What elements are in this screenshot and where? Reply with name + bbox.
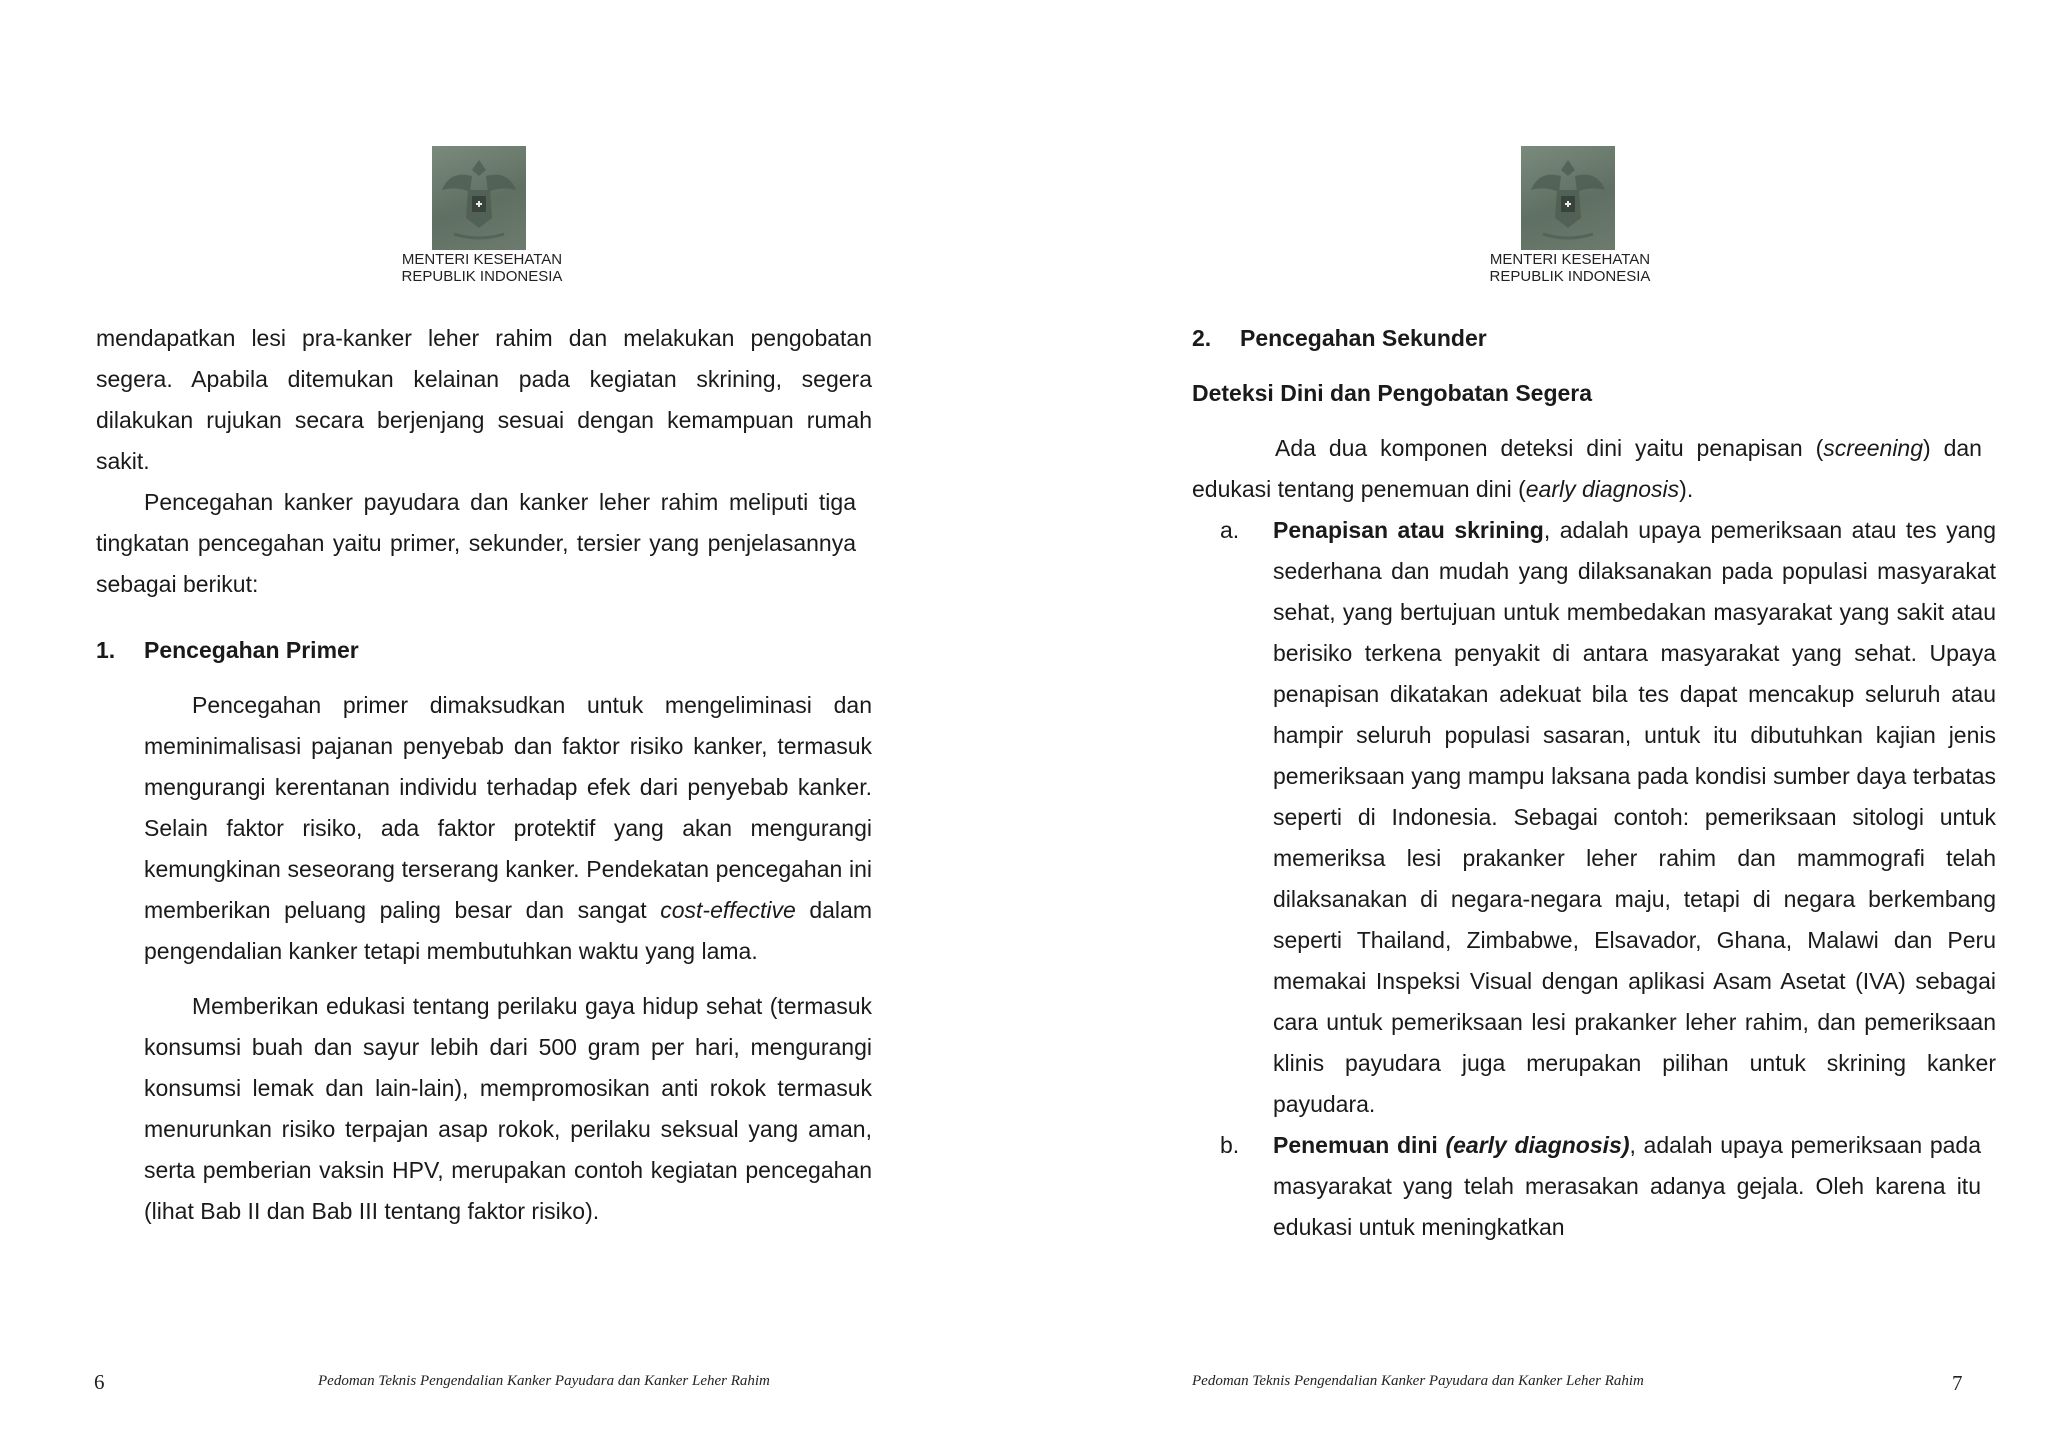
list-item: b. Penemuan dini (early diagnosis), adalah upaya pemeriksaan pada masyarakat yang telah merasakan adanya gejala. Oleh karena itu edukasi untuk meningkatkan	[1192, 1125, 1981, 1248]
section-number: 2.	[1192, 325, 1212, 351]
section-number: 1.	[96, 637, 116, 663]
paragraph: Pencegahan primer dimaksudkan untuk mengeliminasi dan meminimalisasi pajanan penyebab dan faktor risiko kanker, termasuk mengurangi kerentanan individu terhadap efek dari penyebab kanker. Selain faktor risiko, ada faktor protektif yang akan mengurangi kemungkinan seseorang terserang kanker. Pendekatan pencegahan ini memberikan peluang paling besar dan sangat cost-effective dalam pengendalian kanker tetapi membutuhkan waktu yang lama.	[144, 692, 872, 964]
ministry-line2: REPUBLIK INDONESIA	[1489, 268, 1651, 285]
running-footer: Pedoman Teknis Pengendalian Kanker Payudara dan Kanker Leher Rahim	[1192, 1373, 1644, 1389]
list-item: a. Penapisan atau skrining, adalah upaya pemeriksaan atau tes yang sederhana dan mudah yang dilaksanakan pada populasi masyarakat sehat, yang bertujuan untuk membedakan masyarakat yang sakit atau berisiko terkena penyakit di antara masyarakat yang sehat. Upaya penapisan dikatakan adekuat bila tes dapat mencakup seluruh atau hampir seluruh populasi sasaran, untuk itu dibutuhkan kajian jenis pemeriksaan yang mampu laksana pada kondisi sumber daya terbatas seperti di Indonesia. Sebagai contoh: pemeriksaan sitologi untuk memeriksa lesi prakanker leher rahim dan mammografi telah dilaksanakan di negara-negara maju, tetapi di negara berkembang seperti Thailand, Zimbabwe, Elsavador, Ghana, Malawi dan Peru memakai Inspeksi Visual dengan aplikasi Asam Asetat (IVA) sebagai cara untuk pemeriksaan lesi prakanker leher rahim, dan pemeriksaan klinis payudara juga merupakan pilihan untuk skrining kanker payudara.	[1192, 510, 1996, 1125]
right-body	[1192, 428, 1996, 1248]
paragraph: mendapatkan lesi pra-kanker leher rahim dan melakukan pengobatan segera. Apabila ditemukan kelainan pada kegiatan skrining, segera dilakukan rujukan secara berjenjang sesuai dengan kemampuan rumah sakit.	[96, 325, 872, 474]
term: Penapisan atau skrining	[1273, 517, 1544, 543]
paragraph: Ada dua komponen deteksi dini yaitu penapisan (screening) dan edukasi tentang penemuan dini (early diagnosis).	[1192, 435, 1982, 502]
ministry-header	[352, 251, 612, 285]
term: Penemuan dini (early diagnosis)	[1273, 1132, 1630, 1158]
paragraph: Memberikan edukasi tentang perilaku gaya hidup sehat (termasuk konsumsi buah dan sayur lebih dari 500 gram per hari, mengurangi konsumsi lemak dan lain-lain), mempromosikan anti rokok termasuk menurunkan risiko terpajan asap rokok, perilaku seksual yang aman, serta pemberian vaksin HPV, merupakan contoh kegiatan pencegahan (lihat Bab II dan Bab III tentang faktor risiko).	[144, 993, 872, 1224]
list-marker: a.	[1220, 517, 1240, 543]
section-title: Pencegahan Primer	[144, 637, 359, 663]
section-title: Pencegahan Sekunder	[1240, 325, 1487, 351]
subheading: Deteksi Dini dan Pengobatan Segera	[1192, 380, 1593, 406]
right-page	[1024, 0, 2048, 1448]
paragraph: Pencegahan kanker payudara dan kanker leher rahim meliputi tiga tingkatan pencegahan yaitu primer, sekunder, tersier yang penjelasannya sebagai berikut:	[96, 489, 856, 597]
section-body	[144, 685, 872, 1232]
list-marker: b.	[1220, 1132, 1240, 1158]
garuda-emblem-icon	[1521, 146, 1615, 250]
ministry-line1: MENTERI KESEHATAN	[401, 251, 563, 268]
left-body	[96, 318, 872, 605]
section-heading	[96, 630, 359, 671]
ministry-line1: MENTERI KESEHATAN	[1489, 251, 1651, 268]
running-footer: Pedoman Teknis Pengendalian Kanker Payudara dan Kanker Leher Rahim	[318, 1373, 770, 1389]
ministry-header	[1440, 251, 1700, 285]
page-number: 7	[1952, 1371, 1963, 1395]
page-number: 6	[94, 1370, 105, 1394]
section-heading	[1192, 318, 1487, 359]
ministry-line2: REPUBLIK INDONESIA	[401, 268, 563, 285]
garuda-emblem-icon	[432, 146, 526, 250]
